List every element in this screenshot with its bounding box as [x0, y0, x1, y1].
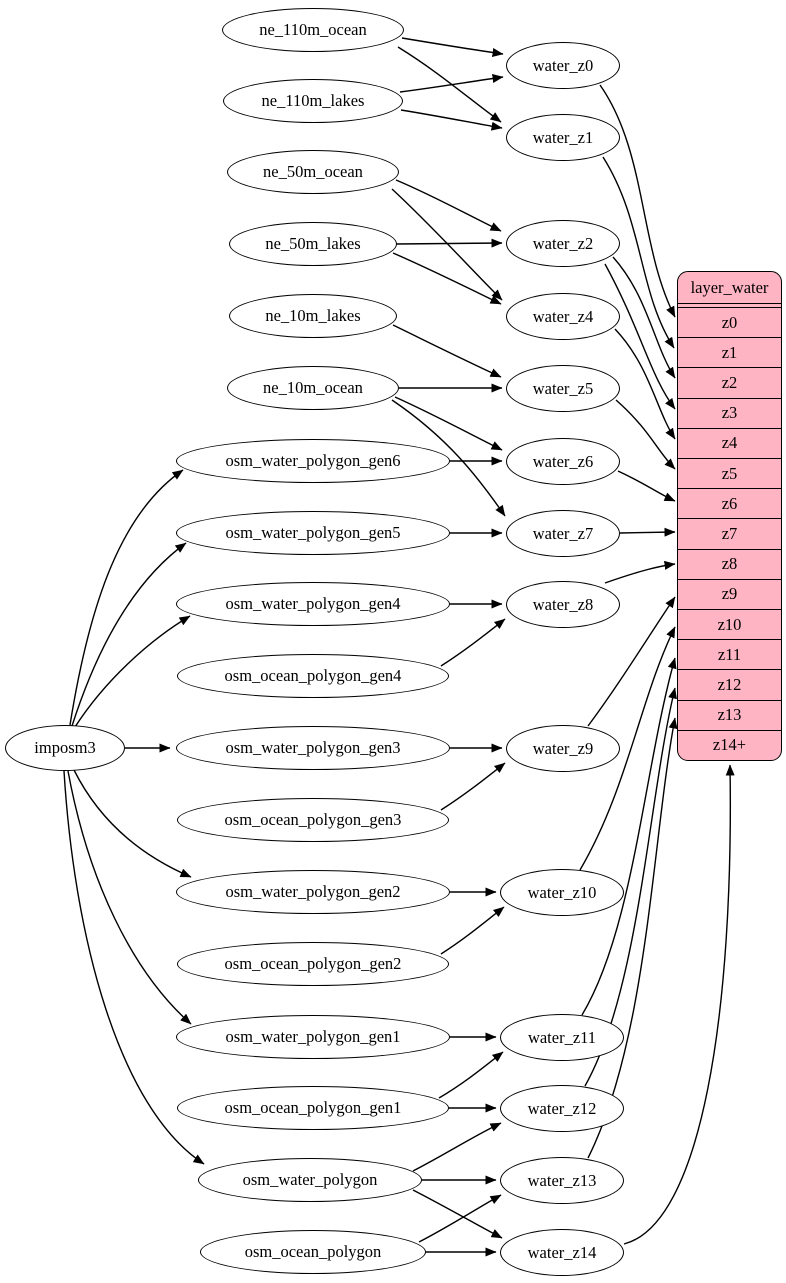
node-water-z4: water_z4 [506, 293, 620, 340]
node-water-z0: water_z0 [506, 42, 620, 89]
node-water-z9: water_z9 [506, 725, 620, 772]
node-ne-10m-lakes: ne_10m_lakes [229, 294, 397, 338]
edge-ne_50m_ocean-to-water_z2 [396, 180, 501, 231]
edge-ne_110m_lakes-to-water_z0 [400, 77, 503, 92]
node-osm-water-polygon-gen6: osm_water_polygon_gen6 [176, 439, 450, 483]
record-row-z12: z12 [678, 669, 781, 699]
edge-ne_50m_lakes-to-water_z4 [393, 253, 501, 304]
node-water-z7: water_z7 [506, 510, 620, 557]
node-osm-water-polygon-gen4: osm_water_polygon_gen4 [176, 582, 450, 626]
node-osm-water-polygon-gen1: osm_water_polygon_gen1 [176, 1015, 450, 1059]
edge-water_z8-to-z8 [605, 564, 675, 583]
record-layer-water [677, 271, 782, 761]
node-water-z8: water_z8 [506, 581, 620, 628]
node-ne-50m-lakes: ne_50m_lakes [229, 222, 397, 266]
record-row-z1: z1 [678, 337, 781, 367]
node-water-z13: water_z13 [500, 1157, 624, 1204]
edge-ne_110m_ocean-to-water_z0 [402, 38, 503, 54]
record-row-z2: z2 [678, 367, 781, 397]
edge-osm_ocean_polygon_gen1-to-water_z11 [439, 1052, 503, 1098]
edge-osm_water_polygon-to-water_z14 [413, 1190, 502, 1238]
record-row-z3: z3 [678, 398, 781, 428]
record-row-z7: z7 [678, 518, 781, 548]
edge-osm_ocean_polygon_gen4-to-water_z8 [441, 619, 505, 666]
node-imposm3: imposm3 [5, 725, 125, 771]
node-water-z6: water_z6 [506, 438, 620, 485]
edge-osm_ocean_polygon_gen2-to-water_z10 [441, 907, 504, 954]
record-title: layer_water [678, 272, 781, 304]
record-row-z8: z8 [678, 549, 781, 579]
edge-water_z6-to-z6 [618, 471, 675, 501]
record-row-z6: z6 [678, 488, 781, 518]
node-ne-50m-ocean: ne_50m_ocean [227, 150, 399, 194]
record-row-z14plus: z14+ [678, 730, 781, 760]
node-ne-110m-ocean: ne_110m_ocean [222, 8, 404, 52]
edge-ne_10m_ocean-to-water_z6 [395, 397, 502, 450]
node-osm-water-polygon-gen3: osm_water_polygon_gen3 [176, 726, 450, 770]
node-water-z11: water_z11 [500, 1014, 624, 1061]
node-water-z14: water_z14 [500, 1229, 624, 1276]
edge-imposm3-to-osm_water_polygon_gen6 [70, 470, 183, 725]
record-row-z5: z5 [678, 458, 781, 488]
node-osm-water-polygon: osm_water_polygon [198, 1158, 422, 1202]
edge-water_z2-to-z2 [613, 257, 675, 378]
node-water-z1: water_z1 [506, 114, 620, 161]
record-row-z9: z9 [678, 579, 781, 609]
node-water-z10: water_z10 [500, 869, 624, 916]
edge-osm_water_polygon-to-water_z12 [413, 1123, 501, 1171]
edge-imposm3-to-osm_water_polygon_gen1 [68, 771, 191, 1024]
node-osm-water-polygon-gen2: osm_water_polygon_gen2 [176, 870, 450, 914]
record-row-z13: z13 [678, 700, 781, 730]
edge-water_z11-to-z11 [582, 658, 675, 1015]
node-water-z2: water_z2 [506, 220, 620, 267]
edge-water_z14-to-z14+ [624, 765, 730, 1244]
node-water-z12: water_z12 [500, 1085, 624, 1132]
node-osm-water-polygon-gen5: osm_water_polygon_gen5 [176, 511, 450, 555]
record-row-z10: z10 [678, 609, 781, 639]
edge-ne_50m_lakes-to-water_z2 [396, 243, 502, 244]
edge-osm_ocean_polygon-to-water_z13 [419, 1195, 501, 1242]
node-osm-ocean-polygon-gen4: osm_ocean_polygon_gen4 [177, 654, 449, 698]
edge-ne_110m_lakes-to-water_z1 [401, 110, 502, 128]
record-row-z0: z0 [678, 307, 781, 337]
node-water-z5: water_z5 [506, 365, 620, 412]
edge-water_z5-to-z5 [616, 400, 675, 469]
node-ne-110m-lakes: ne_110m_lakes [223, 79, 403, 123]
record-row-z11: z11 [678, 639, 781, 669]
node-osm-ocean-polygon-gen1: osm_ocean_polygon_gen1 [177, 1086, 449, 1130]
edge-water_z4-to-z4 [615, 329, 675, 439]
edge-osm_ocean_polygon_gen3-to-water_z9 [441, 763, 505, 810]
edge-water_z7-to-z7 [620, 532, 675, 533]
edge-ne_10m_lakes-to-water_z5 [393, 325, 501, 377]
node-osm-ocean-polygon-gen2: osm_ocean_polygon_gen2 [177, 942, 449, 986]
record-row-z4: z4 [678, 428, 781, 458]
node-osm-ocean-polygon-gen3: osm_ocean_polygon_gen3 [177, 798, 449, 842]
node-osm-ocean-polygon: osm_ocean_polygon [200, 1230, 426, 1274]
edge-water_z0-to-z0 [600, 85, 675, 317]
node-ne-10m-ocean: ne_10m_ocean [227, 366, 399, 410]
